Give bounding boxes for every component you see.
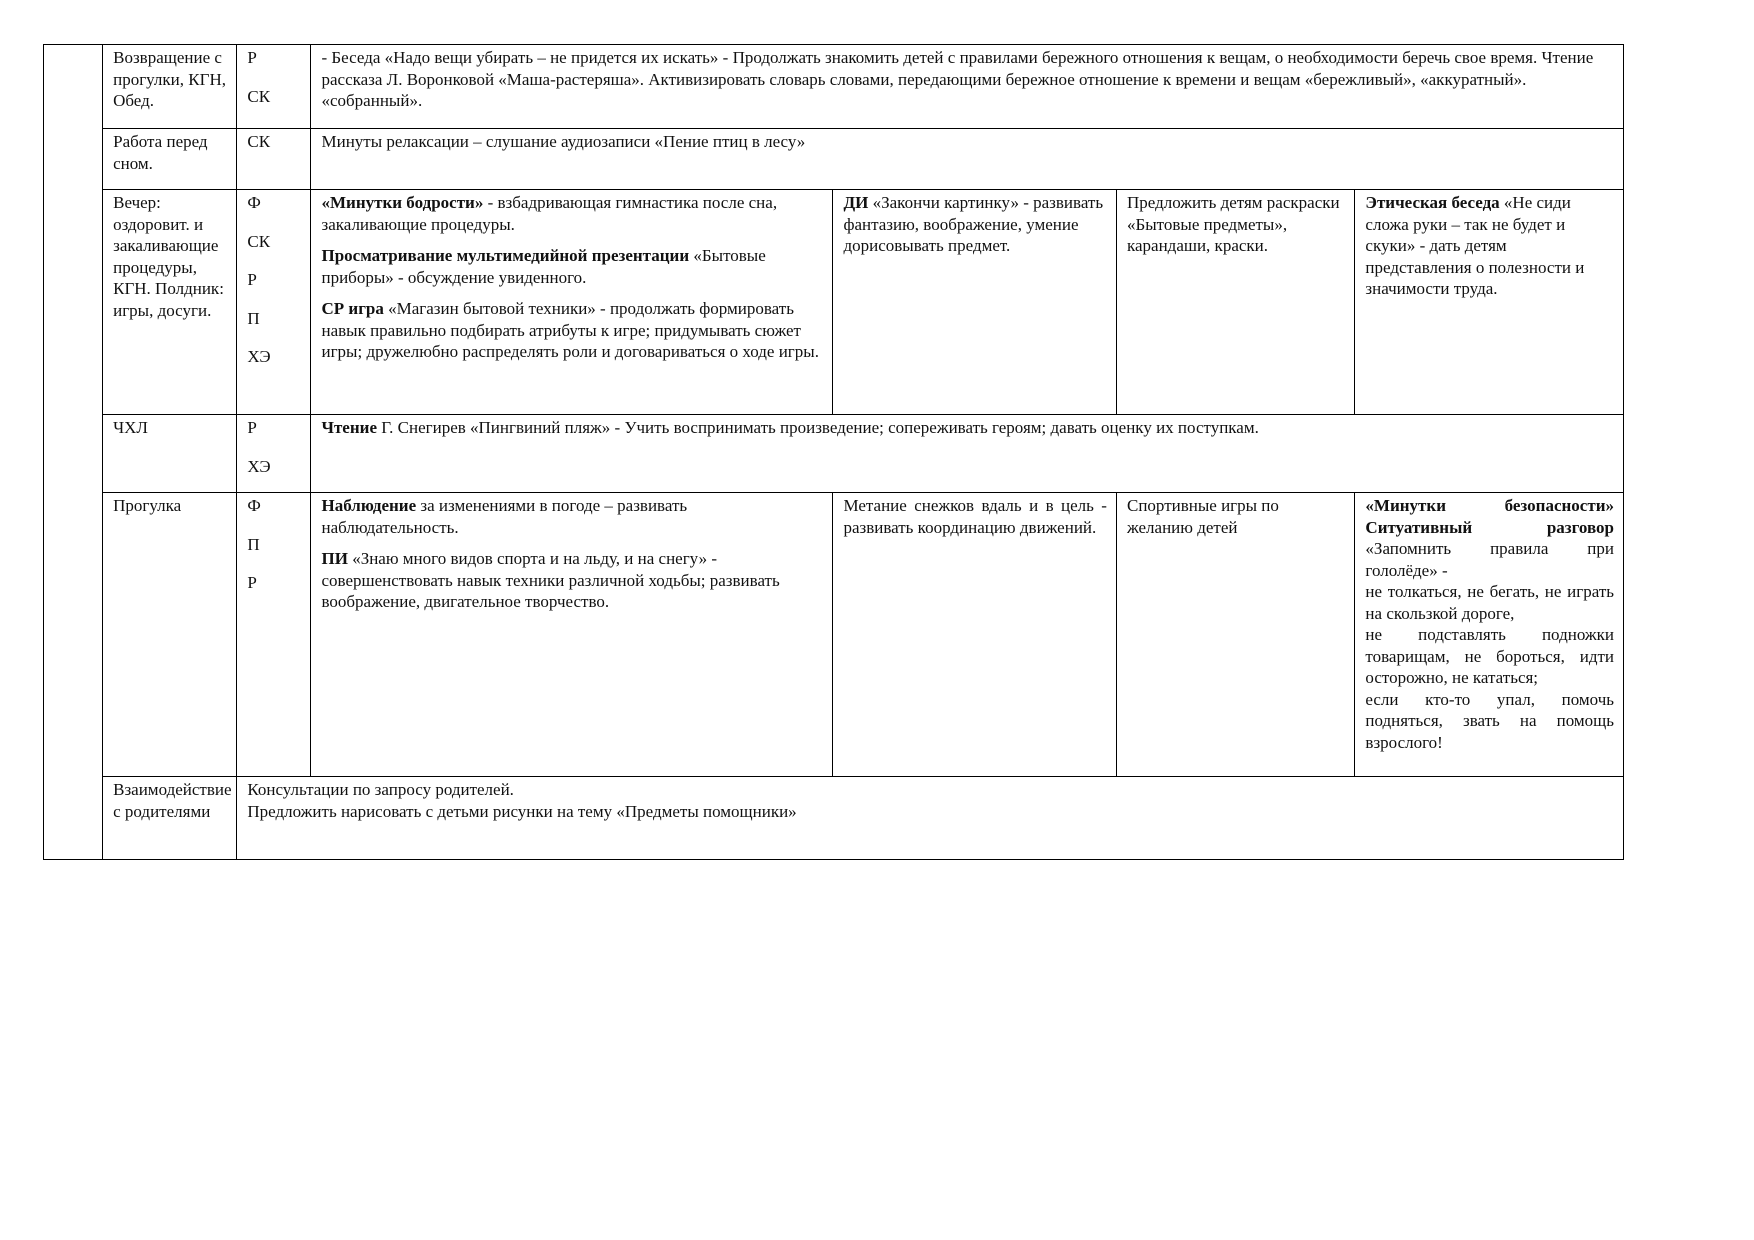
row-evening	[44, 190, 1624, 415]
period-before-sleep: Работа перед сном.	[103, 129, 237, 190]
safety-walk	[1355, 493, 1624, 777]
extra-evening: Этическая беседа «Не сиди сложа руки – так не будет и скуки» - дать детям представления о полезности и значимости труда.	[1355, 190, 1624, 415]
period-walk: Прогулка	[103, 493, 237, 777]
safety-intro: «Запомнить правила при гололёде» -	[1365, 539, 1614, 580]
row-parents	[44, 777, 1624, 860]
environment-evening: Предложить детям раскраски «Бытовые предметы», карандаши, краски.	[1116, 190, 1354, 415]
safety-rule: не толкаться, не бегать, не играть на скользкой дороге,	[1365, 582, 1614, 623]
areas-walk: Ф П Р	[237, 493, 311, 777]
group-activities-walk: Наблюдение за изменениями в погоде – развивать наблюдательность. ПИ «Знаю много видов спорта и на льду, и на снегу» - совершенствовать навык техники различной ходьбы; развивать воображение, двигательное творчество.	[311, 493, 833, 777]
safety-rule: если кто-то упал, помочь подняться, звать на помощь взрослого!	[1365, 689, 1614, 752]
period-reading: ЧХЛ	[103, 415, 237, 493]
safety-subtitle: Ситуативный разговор	[1365, 517, 1614, 537]
row-walk	[44, 493, 1624, 777]
safety-title: «Минутки безопасности»	[1365, 496, 1614, 515]
areas-evening: Ф СК Р П ХЭ	[237, 190, 311, 415]
plan-table	[43, 44, 1624, 860]
row-before-sleep	[44, 129, 1624, 190]
period-return: Возвращение с прогулки, КГН, Обед.	[103, 45, 237, 129]
content-return: - Беседа «Надо вещи убирать – не придется их искать» - Продолжать знакомить детей с правилами бережного отношения к вещам, о необходимости беречь свое время. Чтение рассказа Л. Воронковой «Маша-растеряша». Активизировать словарь словами, передающими бережное отношение к времени и вещам «бережливый», «аккуратный». «собранный».	[311, 45, 1624, 129]
group-activities-evening: «Минутки бодрости» - взбадривающая гимнастика после сна, закаливающие процедуры. Просматривание мультимедийной презентации «Бытовые приборы» - обсуждение увиденного. СР игра «Магазин бытовой техники» - продолжать формировать навык правильно подбирать атрибуты к игре; придумывать сюжет игры; дружелюбно распределять роли и договариваться о ходе игры.	[311, 190, 833, 415]
environment-walk: Спортивные игры по желанию детей	[1116, 493, 1354, 777]
day-cell	[44, 45, 103, 860]
content-before-sleep: Минуты релаксации – слушание аудиозаписи «Пение птиц в лесу»	[311, 129, 1624, 190]
period-evening: Вечер: оздоровит. и закаливающие процедуры, КГН. Полдник: игры, досуги.	[103, 190, 237, 415]
safety-rule: не подставлять подножки товарищам, не бороться, идти осторожно, не кататься;	[1365, 625, 1614, 687]
areas-before-sleep: СК	[237, 129, 311, 190]
individual-work-evening: ДИ «Закончи картинку» - развивать фантазию, воображение, умение дорисовывать предмет.	[833, 190, 1117, 415]
row-return	[44, 45, 1624, 129]
content-parents: Консультации по запросу родителей. Предложить нарисовать с детьми рисунки на тему «Предметы помощники»	[237, 777, 1624, 860]
period-parents: Взаимодействие с родителями	[103, 777, 237, 860]
areas-reading: Р ХЭ	[237, 415, 311, 493]
row-reading	[44, 415, 1624, 493]
content-reading: Чтение Г. Снегирев «Пингвиний пляж» - Учить воспринимать произведение; сопереживать героям; давать оценку их поступкам.	[311, 415, 1624, 493]
individual-work-walk: Метание снежков вдаль и в цель - развивать координацию движений.	[833, 493, 1117, 777]
areas-return: Р СК	[237, 45, 311, 129]
